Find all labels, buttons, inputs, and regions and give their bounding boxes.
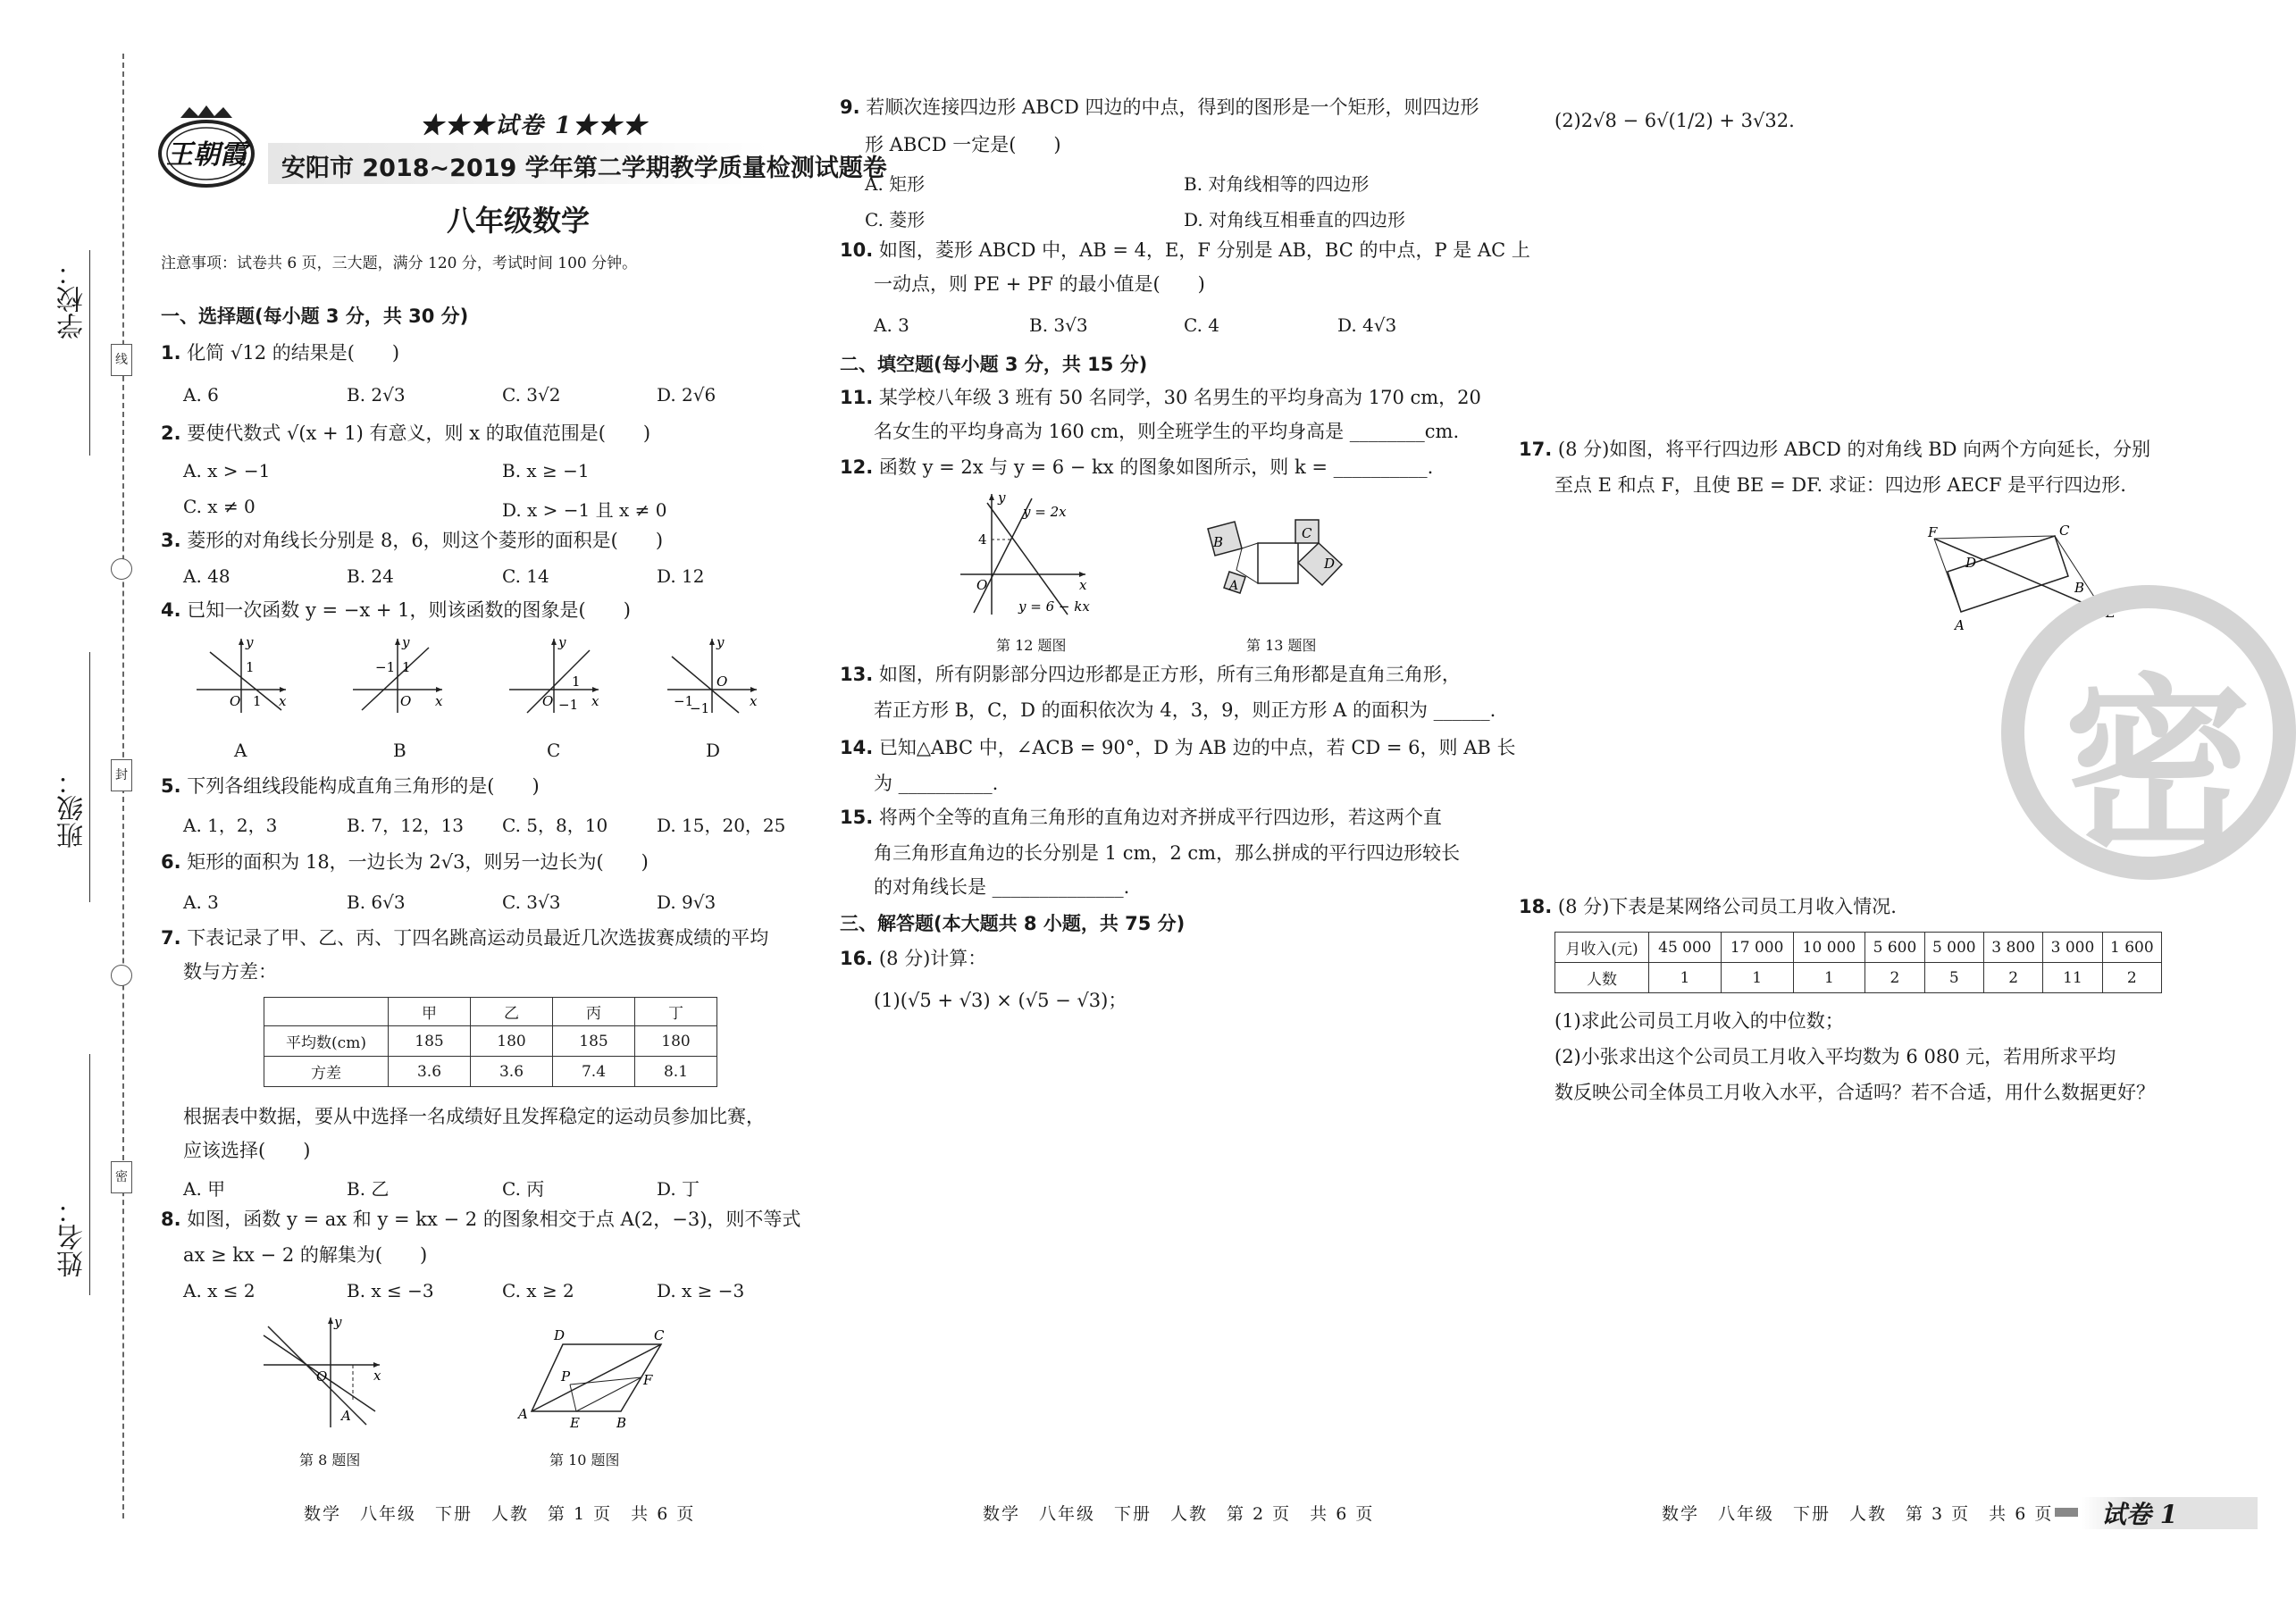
question-17-line2: 至点 E 和点 F，且使 BE = DF. 求证：四边形 AECF 是平行四边形. bbox=[1554, 474, 2126, 496]
svg-text:C: C bbox=[654, 1327, 665, 1343]
svg-text:E: E bbox=[2106, 605, 2116, 621]
question-17: 17. (8 分)如图，将平行四边形 ABCD 的对角线 BD 向两个方向延长，分别 bbox=[1519, 439, 2151, 460]
svg-text:x: x bbox=[750, 693, 758, 709]
question-7-line2: 数与方差： bbox=[183, 961, 277, 983]
watermark-text: 密 bbox=[2064, 657, 2252, 876]
footer-deco bbox=[2055, 1508, 2078, 1517]
svg-text:1: 1 bbox=[246, 659, 255, 675]
q3-option-d[interactable]: D. 12 bbox=[657, 565, 705, 587]
school-label: 学校： bbox=[57, 259, 88, 339]
question-11: 11. 某学校八年级 3 班有 50 名同学，30 名男生的平均身高为 170 cm，20 bbox=[840, 387, 1481, 408]
svg-text:y: y bbox=[334, 1314, 342, 1330]
question-7: 7. 下表记录了甲、乙、丙、丁四名跳高运动员最近几次选拔赛成绩的平均 bbox=[161, 927, 769, 949]
q4-label-c: C bbox=[547, 740, 561, 761]
q6-option-b[interactable]: B. 6√3 bbox=[347, 891, 406, 913]
q4-graph-d[interactable] bbox=[663, 634, 761, 715]
svg-text:E: E bbox=[570, 1415, 580, 1431]
svg-text:y = 2x: y = 2x bbox=[1023, 504, 1067, 520]
binding-hole-icon bbox=[111, 965, 132, 986]
q4-label-b: B bbox=[393, 740, 406, 761]
section-choice: 一、选择题(每小题 3 分，共 30 分) bbox=[161, 305, 469, 327]
svg-text:−1: −1 bbox=[375, 659, 396, 675]
svg-text:D: D bbox=[554, 1327, 566, 1343]
question-9-line2: 形 ABCD 一定是( ) bbox=[865, 134, 1061, 155]
svg-text:1: 1 bbox=[253, 693, 262, 709]
name-field[interactable] bbox=[89, 1054, 90, 1295]
question-8-line2: ax ≥ kx − 2 的解集为( ) bbox=[183, 1244, 428, 1266]
q5-option-b[interactable]: B. 7，12，13 bbox=[347, 815, 465, 836]
question-10: 10. 如图，菱形 ABCD 中，AB = 4，E，F 分别是 AB，BC 的中点，P 是 AC 上 bbox=[840, 239, 1530, 261]
question-4: 4. 已知一次函数 y = −x + 1，则该函数的图象是( ) bbox=[161, 599, 631, 621]
seal-tag-secret: 密 bbox=[111, 1161, 132, 1193]
svg-text:x: x bbox=[1079, 577, 1087, 593]
question-13: 13. 如图，所有阴影部分四边形都是正方形，所有三角形都是直角三角形， bbox=[840, 664, 1461, 685]
svg-text:B: B bbox=[1213, 534, 1224, 550]
svg-text:A: A bbox=[341, 1408, 351, 1424]
svg-text:B: B bbox=[2074, 580, 2085, 596]
figure-13 bbox=[1197, 518, 1358, 607]
q9-option-d[interactable]: D. 对角线互相垂直的四边形 bbox=[1184, 209, 1406, 230]
svg-text:x: x bbox=[373, 1368, 381, 1384]
question-16-part2: (2)2√8 − 6√(1/2) + 3√32. bbox=[1554, 110, 1795, 131]
question-18-part2b: 数反映公司全体员工月收入水平，合适吗？若不合适，用什么数据更好？ bbox=[1554, 1082, 2155, 1103]
svg-text:O: O bbox=[230, 693, 241, 709]
svg-text:1: 1 bbox=[572, 674, 581, 690]
brand-logo bbox=[154, 105, 259, 190]
question-18-part1: (1)求此公司员工月收入的中位数； bbox=[1554, 1010, 1844, 1032]
svg-text:P: P bbox=[561, 1368, 571, 1385]
q3-option-a[interactable]: A. 48 bbox=[183, 565, 230, 587]
svg-text:O: O bbox=[400, 693, 412, 709]
q7-option-d[interactable]: D. 丁 bbox=[657, 1178, 700, 1200]
figure-8 bbox=[259, 1313, 384, 1429]
caption-figure-13: 第 13 题图 bbox=[1246, 637, 1317, 654]
name-label: 姓名： bbox=[57, 1197, 88, 1277]
footer-page-3: 数学 八年级 下册 人教 第 3 页 共 6 页 bbox=[1662, 1504, 2054, 1524]
q1-option-c[interactable]: C. 3√2 bbox=[502, 384, 561, 406]
q8-option-b[interactable]: B. x ≤ −3 bbox=[347, 1280, 434, 1301]
q3-option-b[interactable]: B. 24 bbox=[347, 565, 394, 587]
q4-graph-a[interactable] bbox=[192, 634, 290, 715]
q7-table: 甲 乙 丙 丁 平均数(cm) 185 180 185 180 方差 3.6 3.6 7.4 8.1 bbox=[264, 997, 717, 1087]
binding-hole-icon bbox=[111, 558, 132, 580]
q3-option-c[interactable]: C. 14 bbox=[502, 565, 549, 587]
q6-option-d[interactable]: D. 9√3 bbox=[657, 891, 716, 913]
svg-text:y: y bbox=[402, 634, 410, 650]
q4-graph-c[interactable] bbox=[505, 634, 603, 715]
q5-option-d[interactable]: D. 15，20，25 bbox=[657, 815, 786, 836]
question-12: 12. 函数 y = 2x 与 y = 6 − kx 的图象如图所示，则 k = __________. bbox=[840, 456, 1434, 478]
question-13-line2: 若正方形 B，C，D 的面积依次为 4，3，9，则正方形 A 的面积为 ______. bbox=[874, 699, 1496, 721]
footer-page-1: 数学 八年级 下册 人教 第 1 页 共 6 页 bbox=[304, 1504, 696, 1524]
school-field[interactable] bbox=[89, 250, 90, 456]
q10-option-d[interactable]: D. 4√3 bbox=[1337, 314, 1397, 336]
question-15-line3: 的对角线长是 ______________. bbox=[874, 876, 1130, 898]
q1-option-d[interactable]: D. 2√6 bbox=[657, 384, 716, 406]
svg-text:D: D bbox=[1965, 555, 1977, 571]
svg-text:O: O bbox=[316, 1368, 328, 1385]
exam-title: 安阳市 2018~2019 学年第二学期教学质量检测试题卷 bbox=[281, 155, 887, 182]
question-9: 9. 若顺次连接四边形 ABCD 四边的中点，得到的图形是一个矩形，则四边形 bbox=[840, 96, 1479, 118]
class-label: 班级： bbox=[57, 768, 88, 849]
svg-text:−1: −1 bbox=[558, 697, 579, 713]
svg-text:F: F bbox=[1928, 524, 1938, 540]
svg-text:C: C bbox=[1302, 525, 1312, 541]
footer-paper-tag: 试卷 1 bbox=[2101, 1500, 2178, 1529]
svg-text:A: A bbox=[518, 1406, 528, 1422]
question-6: 6. 矩形的面积为 18，一边长为 2√3，则另一边长为( ) bbox=[161, 851, 649, 873]
svg-text:x: x bbox=[435, 693, 443, 709]
paper-tag: ★★★试卷 1★★★ bbox=[420, 113, 649, 139]
q9-option-c[interactable]: C. 菱形 bbox=[865, 209, 926, 230]
question-15-line2: 角三角形直角边的长分别是 1 cm，2 cm，那么拼成的平行四边形较长 bbox=[874, 842, 1461, 864]
q8-option-c[interactable]: C. x ≥ 2 bbox=[502, 1280, 574, 1301]
question-18-part2a: (2)小张求出这个公司员工月收入平均数为 6 080 元，若用所求平均 bbox=[1554, 1046, 2116, 1067]
svg-text:x: x bbox=[591, 693, 599, 709]
q2-option-b[interactable]: B. x ≥ −1 bbox=[502, 460, 590, 481]
q5-option-a[interactable]: A. 1，2，3 bbox=[183, 815, 278, 836]
q6-option-a[interactable]: A. 3 bbox=[183, 891, 219, 913]
q10-option-c[interactable]: C. 4 bbox=[1184, 314, 1220, 336]
q2-option-d[interactable]: D. x > −1 且 x ≠ 0 bbox=[502, 499, 667, 521]
q18-table: 月收入(元) 45 000 17 000 10 000 5 600 5 000 3 800 3 000 1 600 人数 1 1 1 2 5 2 11 2 bbox=[1554, 932, 2162, 993]
figure-10 bbox=[509, 1322, 670, 1429]
q1-option-a[interactable]: A. 6 bbox=[183, 384, 219, 406]
seal-tag-line: 线 bbox=[111, 344, 132, 376]
question-5: 5. 下列各组线段能构成直角三角形的是( ) bbox=[161, 775, 540, 797]
caption-figure-8: 第 8 题图 bbox=[299, 1452, 361, 1468]
q8-option-a[interactable]: A. x ≤ 2 bbox=[183, 1280, 256, 1301]
logo-text: 王朝霞 bbox=[166, 139, 247, 171]
question-8: 8. 如图，函数 y = ax 和 y = kx − 2 的图象相交于点 A(2，−3)，则不等式 bbox=[161, 1209, 801, 1230]
q4-label-a: A bbox=[234, 740, 247, 761]
svg-text:y: y bbox=[558, 634, 566, 650]
svg-text:D: D bbox=[1324, 556, 1336, 572]
q1-option-b[interactable]: B. 2√3 bbox=[347, 384, 406, 406]
figure-12 bbox=[951, 489, 1094, 619]
q7-option-b[interactable]: B. 乙 bbox=[347, 1178, 390, 1200]
notice: 注意事项：试卷共 6 页，三大题，满分 120 分，考试时间 100 分钟。 bbox=[161, 255, 638, 272]
svg-text:A: A bbox=[1229, 579, 1239, 593]
question-1: 1. 化简 √12 的结果是( ) bbox=[161, 342, 400, 364]
caption-figure-10: 第 10 题图 bbox=[549, 1452, 620, 1468]
svg-text:4: 4 bbox=[978, 531, 987, 548]
svg-text:O: O bbox=[542, 693, 554, 709]
question-18: 18. (8 分)下表是某网络公司员工月收入情况. bbox=[1519, 896, 1897, 917]
question-10-line2: 一动点，则 PE + PF 的最小值是( ) bbox=[874, 273, 1205, 295]
q10-option-b[interactable]: B. 3√3 bbox=[1029, 314, 1088, 336]
svg-text:B: B bbox=[616, 1415, 627, 1431]
svg-text:O: O bbox=[976, 577, 988, 593]
q4-label-d: D bbox=[706, 740, 721, 761]
q7-option-a[interactable]: A. 甲 bbox=[183, 1178, 226, 1200]
question-16-part1: (1)(√5 + √3) × (√5 − √3)； bbox=[874, 990, 1127, 1011]
question-15: 15. 将两个全等的直角三角形的直角边对齐拼成平行四边形，若这两个直 bbox=[840, 807, 1442, 828]
q8-option-d[interactable]: D. x ≥ −3 bbox=[657, 1280, 745, 1301]
svg-text:y: y bbox=[716, 634, 725, 650]
question-11-line2: 名女生的平均身高为 160 cm，则全班学生的平均身高是 ________cm. bbox=[874, 421, 1460, 442]
section-fill: 二、填空题(每小题 3 分，共 15 分) bbox=[840, 354, 1148, 375]
q7-option-c[interactable]: C. 丙 bbox=[502, 1178, 545, 1200]
subject-title: 八年级数学 bbox=[447, 204, 591, 238]
q9-option-a[interactable]: A. 矩形 bbox=[865, 173, 926, 195]
q10-option-a[interactable]: A. 3 bbox=[874, 314, 909, 336]
svg-text:F: F bbox=[643, 1372, 653, 1388]
q2-option-a[interactable]: A. x > −1 bbox=[183, 460, 271, 481]
svg-text:−1: −1 bbox=[674, 693, 694, 709]
svg-text:−1: −1 bbox=[690, 700, 710, 716]
svg-text:1: 1 bbox=[402, 659, 411, 675]
question-16: 16. (8 分)计算： bbox=[840, 948, 987, 969]
question-3: 3. 菱形的对角线长分别是 8，6，则这个菱形的面积是( ) bbox=[161, 530, 664, 551]
svg-text:y: y bbox=[246, 634, 254, 650]
footer-page-2: 数学 八年级 下册 人教 第 2 页 共 6 页 bbox=[983, 1504, 1375, 1524]
q9-option-b[interactable]: B. 对角线相等的四边形 bbox=[1184, 173, 1370, 195]
q6-option-c[interactable]: C. 3√3 bbox=[502, 891, 561, 913]
svg-text:O: O bbox=[716, 674, 728, 690]
q2-option-c[interactable]: C. x ≠ 0 bbox=[183, 496, 256, 517]
q5-option-c[interactable]: C. 5，8，10 bbox=[502, 815, 608, 836]
q4-graph-b[interactable] bbox=[348, 634, 447, 715]
caption-figure-12: 第 12 题图 bbox=[996, 637, 1067, 654]
section-solve: 三、解答题(本大题共 8 小题，共 75 分) bbox=[840, 913, 1186, 934]
class-field[interactable] bbox=[89, 652, 90, 902]
svg-text:y = 6 − kx: y = 6 − kx bbox=[1018, 598, 1090, 615]
svg-text:C: C bbox=[2059, 523, 2070, 539]
question-7-line3: 根据表中数据，要从中选择一名成绩好且发挥稳定的运动员参加比赛， bbox=[183, 1106, 765, 1127]
question-14-line2: 为 __________. bbox=[874, 773, 999, 794]
question-14: 14. 已知△ABC 中，∠ACB = 90°，D 为 AB 边的中点，若 CD = 6，则 AB 长 bbox=[840, 737, 1516, 758]
svg-text:x: x bbox=[279, 693, 287, 709]
seal-tag-seal: 封 bbox=[111, 759, 132, 791]
svg-text:A: A bbox=[1955, 617, 1965, 633]
question-7-line4: 应该选择( ) bbox=[183, 1140, 311, 1161]
question-2: 2. 要使代数式 √(x + 1) 有意义，则 x 的取值范围是( ) bbox=[161, 423, 651, 444]
svg-text:y: y bbox=[998, 489, 1006, 506]
